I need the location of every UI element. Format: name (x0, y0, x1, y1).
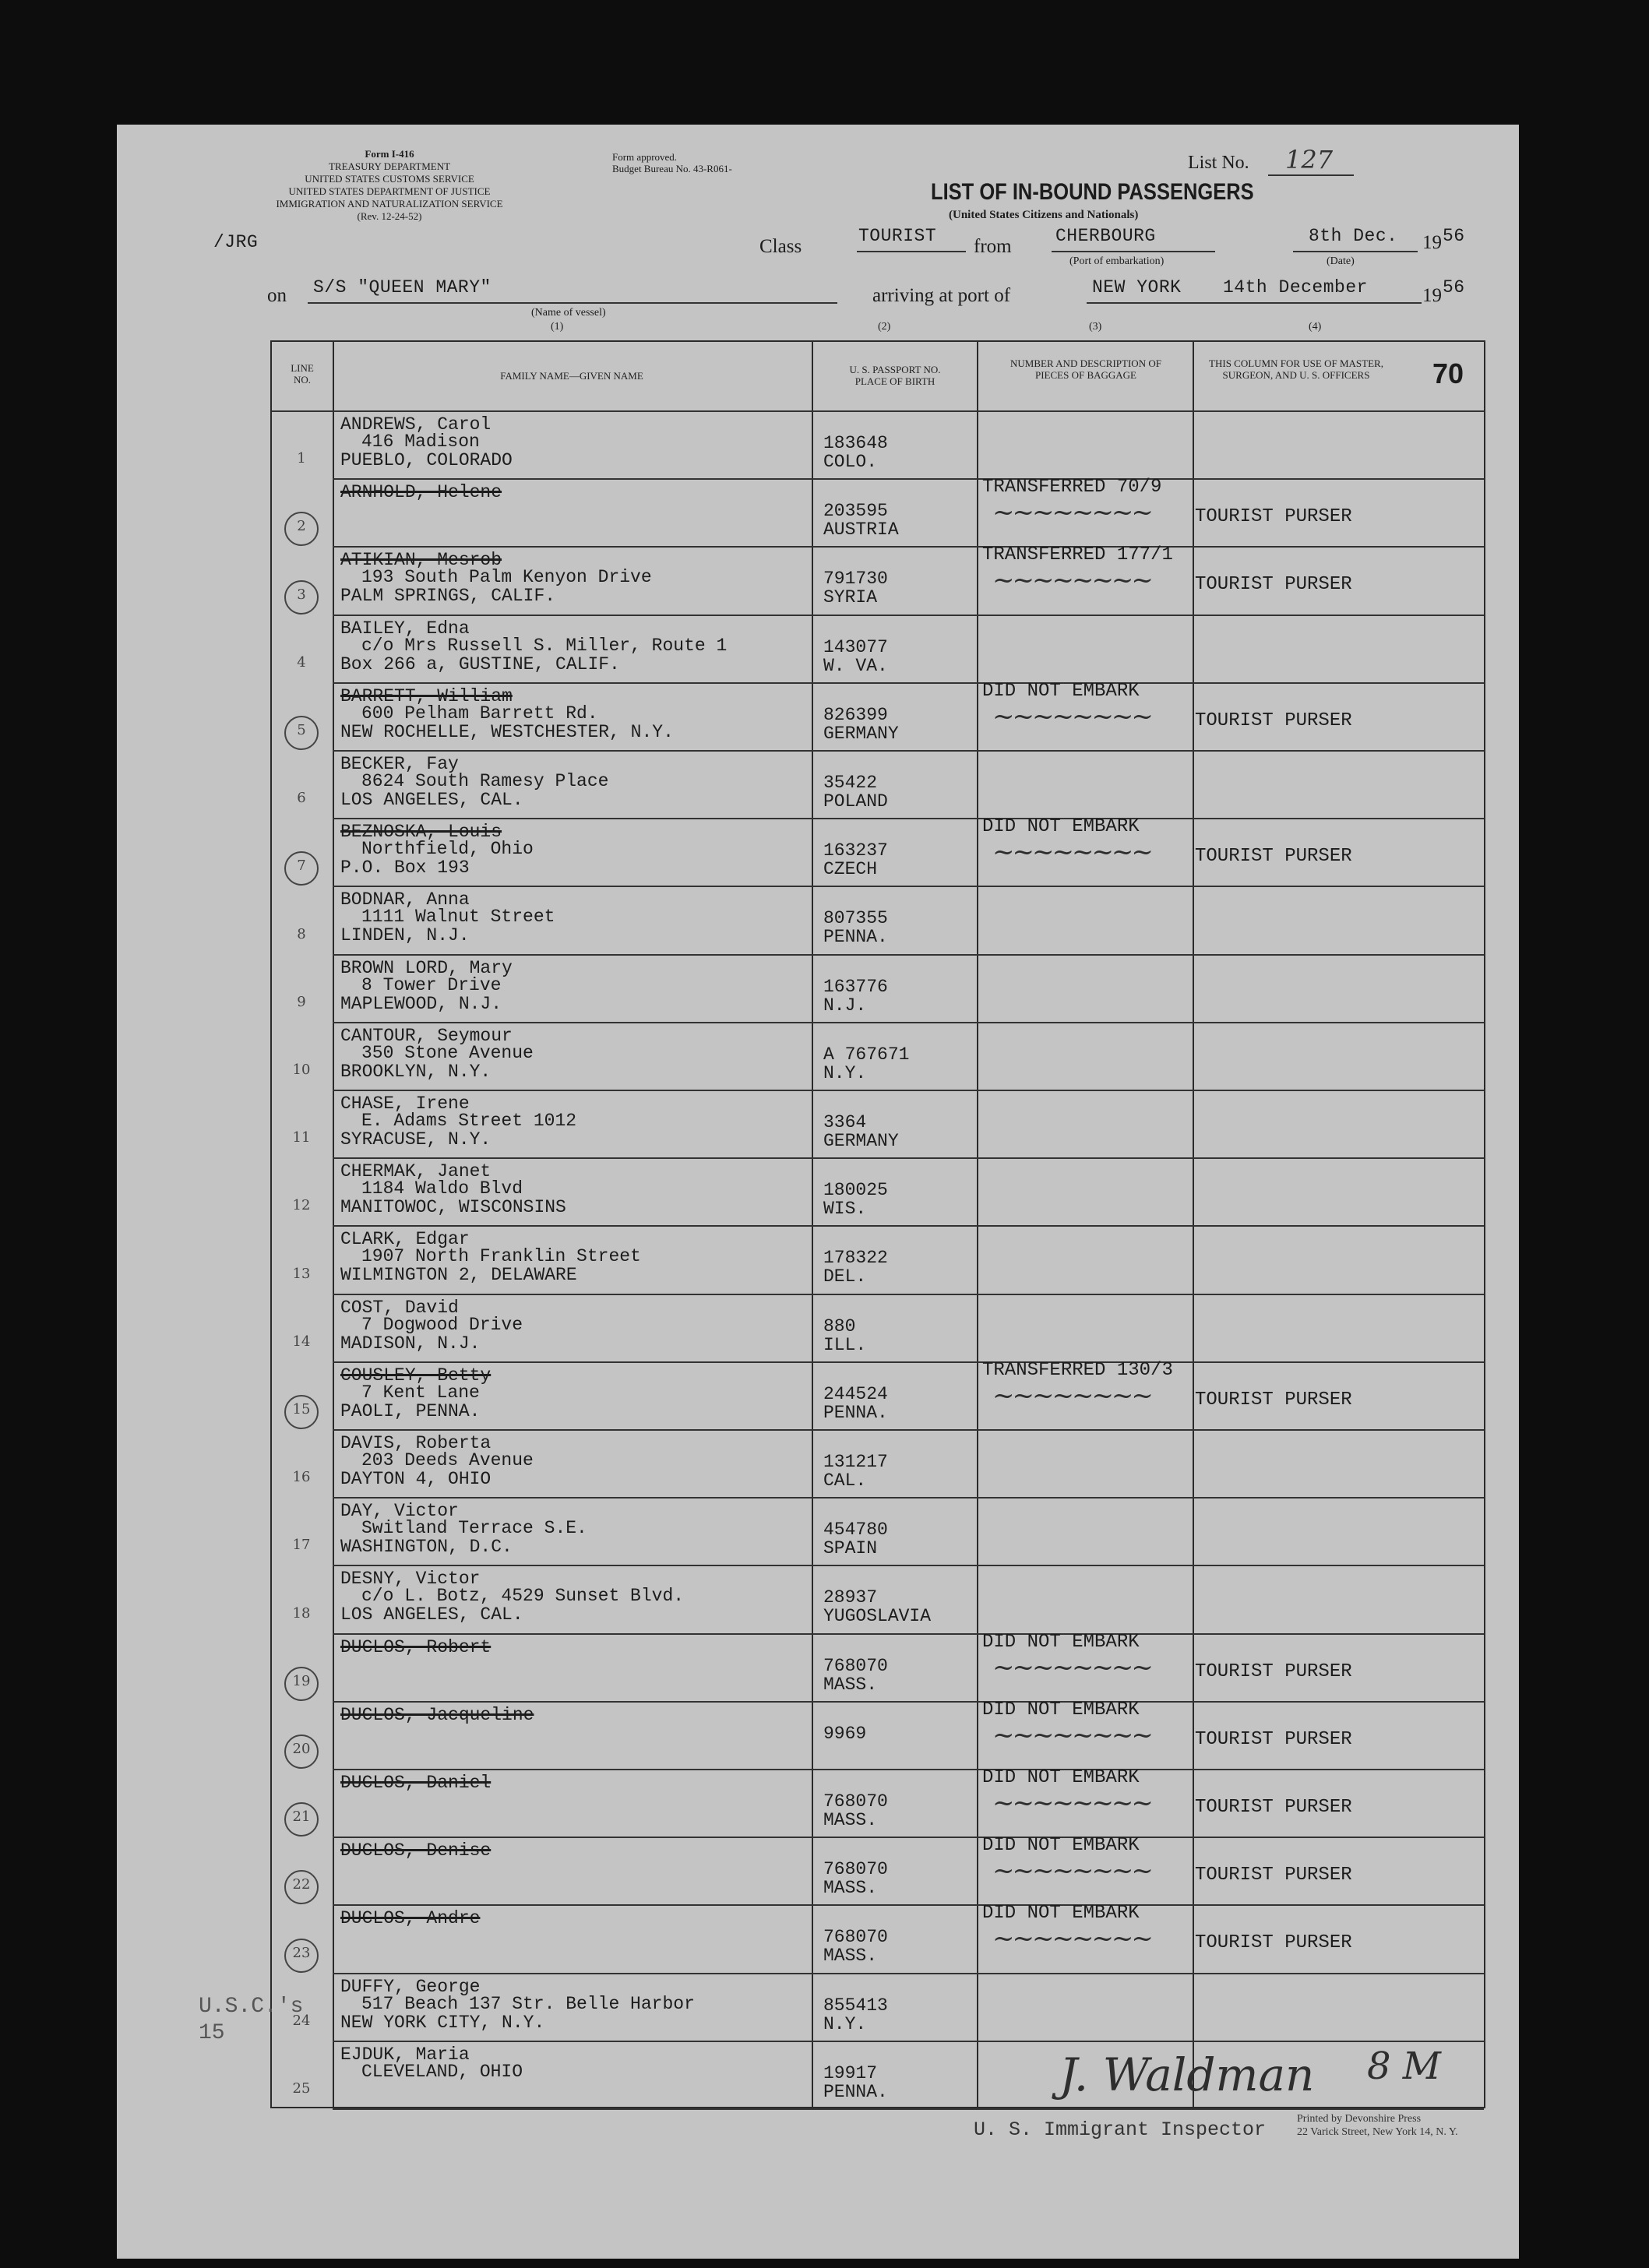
purser-title: TOURIST PURSER (1195, 846, 1352, 868)
passenger-address-1: c/o Mrs Russell S. Miller, Route 1 (361, 635, 728, 656)
table-row (272, 752, 1484, 819)
line-number: 3 (297, 586, 306, 603)
purser-signature-scribble: ~~~~~~~~ (992, 497, 1151, 529)
place-of-birth: MASS. (823, 1946, 878, 1967)
line-number: 12 (292, 1197, 311, 1214)
line-number: 18 (292, 1604, 311, 1622)
budget-bureau: Budget Bureau No. 43-R061- (612, 163, 732, 174)
purser-title: TOURIST PURSER (1195, 1797, 1352, 1818)
line-number: 10 (292, 1061, 311, 1078)
passenger-name: ANDREWS, Carol (340, 414, 492, 435)
table-row (272, 1498, 1484, 1566)
passport-number: 163776 (823, 976, 888, 997)
passenger-address-1: 416 Madison (361, 431, 480, 452)
passenger-address-2: SYRACUSE, N.Y. (340, 1129, 492, 1150)
sheet-number: 70 (1432, 357, 1464, 389)
line-number: 21 (292, 1808, 311, 1826)
purser-signature-scribble: ~~~~~~~~ (992, 836, 1151, 868)
embarkation-underline (1052, 251, 1215, 252)
signature-number: 8 M (1367, 2044, 1441, 2088)
table-row (272, 1359, 1484, 1431)
column-number-4: (4) (1309, 321, 1322, 333)
table-row (272, 1767, 1484, 1838)
embarkation-port: CHERBOURG (1055, 226, 1156, 246)
table-row (272, 816, 1484, 887)
passenger-address-1: 8624 South Ramesy Place (361, 771, 609, 791)
class-label: Class (759, 236, 802, 257)
line-number: 16 (292, 1469, 311, 1486)
purser-signature-scribble: ~~~~~~~~ (992, 1379, 1151, 1411)
passport-number: 880 (823, 1315, 856, 1336)
inspector-label: U. S. Immigrant Inspector (974, 2118, 1267, 2141)
passenger-address-2: WASHINGTON, D.C. (340, 1537, 513, 1558)
header-passport: U. S. PASSPORT NO. PLACE OF BIRTH (849, 364, 941, 387)
table-row (272, 1699, 1484, 1770)
passenger-name: DUCLOS, Robert (340, 1636, 492, 1657)
passport-number: 3364 (823, 1112, 867, 1132)
header-baggage: NUMBER AND DESCRIPTION OF PIECES OF BAGGAGE (1010, 357, 1161, 381)
table-row (272, 616, 1484, 684)
justice-label: UNITED STATES DEPARTMENT OF JUSTICE (288, 185, 491, 197)
line-number: 11 (292, 1129, 311, 1146)
passenger-address-2: PAOLI, PENNA. (340, 1400, 481, 1421)
line-number: 8 (297, 925, 306, 942)
passenger-name: CHASE, Irene (340, 1094, 470, 1114)
passport-number: 180025 (823, 1180, 888, 1201)
passenger-address-2: LINDEN, N.J. (340, 925, 470, 946)
status-note: DID NOT EMBARK (982, 1835, 1140, 1857)
printer-imprint (1297, 2112, 1458, 2139)
jrg-mark: /JRG (213, 232, 259, 252)
place-of-birth: POLAND (823, 791, 888, 812)
purser-title: TOURIST PURSER (1195, 1389, 1352, 1410)
purser-signature-scribble: ~~~~~~~~ (992, 1787, 1151, 1819)
passport-number: 35422 (823, 773, 878, 793)
date-caption: (Date) (1327, 255, 1355, 267)
header-line-no: LINE NO. (291, 362, 314, 386)
inspector-signature: J. Waldman (1059, 2048, 1315, 2101)
passenger-name: DUCLOS, Jacqueline (340, 1704, 534, 1725)
passenger-name: ARNHOLD, Helene (340, 482, 502, 503)
line-number: 5 (297, 721, 306, 738)
passenger-name: BARRETT, William (340, 685, 513, 706)
passenger-address-2: MANITOWOC, WISCONSINS (340, 1197, 566, 1218)
place-of-birth: W. VA. (823, 655, 888, 676)
status-note: TRANSFERRED 130/3 (982, 1359, 1173, 1381)
status-note: DID NOT EMBARK (982, 680, 1140, 702)
place-of-birth: GERMANY (823, 1131, 899, 1151)
passport-number: 163237 (823, 840, 888, 861)
list-number-underline (1268, 174, 1354, 176)
passenger-name: CANTOUR, Seymour (340, 1025, 513, 1046)
date-underline (1293, 251, 1418, 252)
line-number: 7 (297, 858, 306, 875)
place-of-birth: COLO. (823, 452, 878, 472)
status-note: DID NOT EMBARK (982, 1767, 1140, 1788)
passenger-address-1: c/o L. Botz, 4529 Sunset Blvd. (361, 1586, 685, 1607)
purser-title: TOURIST PURSER (1195, 1932, 1352, 1954)
passenger-address-1: Switland Terrace S.E. (361, 1518, 587, 1539)
from-label: from (974, 236, 1012, 257)
passport-number: 9969 (823, 1723, 867, 1744)
place-of-birth: MASS. (823, 1674, 878, 1695)
place-of-birth: SYRIA (823, 587, 878, 608)
passenger-name: BROWN LORD, Mary (340, 957, 513, 978)
embarkation-date: 8th Dec. (1309, 226, 1398, 246)
arrival-underline (1087, 302, 1422, 304)
form-agency-block (265, 148, 514, 223)
passenger-address-1: 7 Kent Lane (361, 1382, 480, 1403)
arrival-port: NEW YORK (1092, 277, 1182, 298)
line-number: 19 (292, 1672, 311, 1689)
form-approved: Form approved. (612, 151, 678, 163)
arrival-date: 14th December (1223, 277, 1368, 298)
table-row (272, 1227, 1484, 1294)
table-row (272, 477, 1484, 548)
table-row (272, 956, 1484, 1023)
line-number: 20 (292, 1740, 311, 1757)
purser-title: TOURIST PURSER (1195, 710, 1352, 731)
passport-number: 768070 (823, 1791, 888, 1812)
line-number: 9 (297, 993, 306, 1010)
status-note: DID NOT EMBARK (982, 1903, 1140, 1925)
place-of-birth: PENNA. (823, 2081, 888, 2102)
place-of-birth: MASS. (823, 1810, 878, 1830)
line-number: 22 (292, 1876, 311, 1893)
header-name: FAMILY NAME—GIVEN NAME (500, 370, 643, 382)
passport-number: 143077 (823, 636, 888, 657)
purser-signature-scribble: ~~~~~~~~ (992, 1651, 1151, 1683)
line-number: 14 (292, 1333, 311, 1350)
passenger-name: BAILEY, Edna (340, 618, 470, 639)
place-of-birth: N.J. (823, 995, 867, 1016)
column-number-3: (3) (1089, 321, 1102, 333)
passenger-address-1: Northfield, Ohio (361, 839, 534, 860)
passenger-table (270, 340, 1485, 2108)
passenger-address-2: BROOKLYN, N.Y. (340, 1061, 492, 1082)
header-officers: THIS COLUMN FOR USE OF MASTER, SURGEON, AND U. S. OFFICERS (1209, 357, 1383, 381)
approval-block (612, 151, 732, 174)
row-divider (333, 2108, 1484, 2110)
place-of-birth: SPAIN (823, 1538, 878, 1559)
passenger-address-2: LOS ANGELES, CAL. (340, 790, 523, 810)
passenger-address-1: 7 Dogwood Drive (361, 1314, 523, 1335)
table-row (272, 1023, 1484, 1091)
vessel-caption: (Name of vessel) (531, 307, 606, 319)
table-row (272, 1091, 1484, 1159)
purser-signature-scribble: ~~~~~~~~ (992, 1923, 1151, 1955)
margin-note (199, 1994, 303, 2047)
passenger-address-1: 350 Stone Avenue (361, 1042, 534, 1063)
place-of-birth: CZECH (823, 859, 878, 880)
passenger-name: EJDUK, Maria (340, 2044, 470, 2065)
passenger-address-2: MAPLEWOOD, N.J. (340, 993, 502, 1014)
place-of-birth: PENNA. (823, 1402, 888, 1423)
list-number: 127 (1285, 145, 1334, 174)
vessel-underline (308, 302, 837, 304)
passenger-address-1: 203 Deeds Avenue (361, 1450, 534, 1470)
passport-number: 768070 (823, 1927, 888, 1948)
passport-number: 131217 (823, 1452, 888, 1472)
purser-title: TOURIST PURSER (1195, 1660, 1352, 1682)
passenger-address-2: DAYTON 4, OHIO (340, 1469, 492, 1489)
passport-number: 203595 (823, 501, 888, 522)
passenger-name: COST, David (340, 1297, 459, 1318)
table-row (272, 1631, 1484, 1703)
passenger-name: BECKER, Fay (340, 754, 459, 774)
passenger-address-2: Box 266 a, GUSTINE, CALIF. (340, 653, 620, 674)
printer-line-1: Printed by Devonshire Press (1297, 2113, 1422, 2125)
passenger-name: ATIKIAN, Mesrob (340, 550, 502, 571)
place-of-birth: AUSTRIA (823, 519, 899, 541)
passenger-name: DAY, Victor (340, 1501, 459, 1522)
passenger-name: DUCLOS, Daniel (340, 1773, 492, 1793)
passport-number: 183648 (823, 433, 888, 453)
purser-title: TOURIST PURSER (1195, 506, 1352, 528)
passenger-name: COUSLEY, Betty (340, 1365, 492, 1386)
passenger-address-2: PUEBLO, COLORADO (340, 450, 513, 470)
place-of-birth: YUGOSLAVIA (823, 1606, 932, 1627)
purser-signature-scribble: ~~~~~~~~ (992, 700, 1151, 732)
place-of-birth: GERMANY (823, 723, 899, 744)
year-prefix-1: 19 (1422, 232, 1442, 253)
purser-signature-scribble: ~~~~~~~~ (992, 565, 1151, 597)
passenger-name: CHERMAK, Janet (340, 1161, 492, 1182)
passenger-address-1: 517 Beach 137 Str. Belle Harbor (361, 1993, 695, 2014)
passenger-address-2: PALM SPRINGS, CALIF. (340, 586, 556, 607)
line-number: 24 (292, 2012, 311, 2029)
arriving-label: arriving at port of (872, 285, 1011, 306)
passenger-address-2: WILMINGTON 2, DELAWARE (340, 1265, 577, 1286)
passenger-name: DUCLOS, Denise (340, 1840, 492, 1861)
line-number: 2 (297, 518, 306, 535)
passport-number: 244524 (823, 1383, 888, 1404)
passenger-address-1: 1111 Walnut Street (361, 907, 555, 928)
passport-number: 768070 (823, 1655, 888, 1676)
place-of-birth: ILL. (823, 1334, 867, 1355)
place-of-birth: N.Y. (823, 2013, 867, 2034)
page-title: LIST OF IN-BOUND PASSENGERS (931, 179, 1254, 205)
status-note: DID NOT EMBARK (982, 1699, 1140, 1720)
year-2: 56 (1443, 277, 1465, 298)
table-row (272, 1566, 1484, 1634)
vessel-name: S/S "QUEEN MARY" (313, 277, 492, 298)
passenger-name: BEZNOSKA, Louis (340, 822, 502, 843)
passenger-address-1: 193 South Palm Kenyon Drive (361, 567, 652, 588)
passenger-name: DUCLOS, Andre (340, 1908, 481, 1929)
table-row (272, 544, 1484, 615)
table-row (272, 412, 1484, 480)
passport-number: A 767671 (823, 1044, 910, 1065)
table-row (272, 680, 1484, 752)
passenger-address-2: NEW ROCHELLE, WESTCHESTER, N.Y. (340, 721, 674, 742)
passenger-address-1: 8 Tower Drive (361, 974, 502, 995)
passport-number: 19917 (823, 2062, 878, 2083)
column-number-2: (2) (878, 321, 891, 333)
passenger-name: DESNY, Victor (340, 1569, 481, 1590)
passenger-address-1: CLEVELAND, OHIO (361, 2061, 523, 2082)
revision-label: (Rev. 12-24-52) (357, 210, 422, 222)
line-number: 17 (292, 1537, 311, 1554)
line-number: 15 (292, 1400, 311, 1418)
passport-number: 454780 (823, 1520, 888, 1541)
passenger-address-1: E. Adams Street 1012 (361, 1111, 577, 1131)
purser-signature-scribble: ~~~~~~~~ (992, 1719, 1151, 1751)
purser-title: TOURIST PURSER (1195, 1865, 1352, 1886)
form-number: Form I-416 (365, 148, 414, 160)
class-underline (857, 251, 966, 252)
margin-note-line-2: 15 (199, 2021, 225, 2045)
class-value: TOURIST (858, 226, 937, 246)
passport-number: 855413 (823, 1995, 888, 2016)
passenger-address-2: LOS ANGELES, CAL. (340, 1604, 523, 1625)
passenger-address-2: NEW YORK CITY, N.Y. (340, 2012, 545, 2033)
line-number: 23 (292, 1944, 311, 1961)
place-of-birth: MASS. (823, 1878, 878, 1899)
passport-number: 28937 (823, 1587, 878, 1608)
passenger-name: DAVIS, Roberta (340, 1433, 492, 1453)
treasury-label: TREASURY DEPARTMENT (328, 160, 451, 172)
place-of-birth: N.Y. (823, 1062, 867, 1083)
place-of-birth: DEL. (823, 1266, 867, 1287)
margin-note-line-1: U.S.C.'s (199, 1995, 304, 2019)
line-number: 25 (292, 2080, 311, 2097)
table-row (272, 887, 1484, 955)
passenger-address-1: 600 Pelham Barrett Rd. (361, 703, 598, 724)
passenger-name: BODNAR, Anna (340, 889, 470, 910)
purser-title: TOURIST PURSER (1195, 574, 1352, 596)
status-note: TRANSFERRED 177/1 (982, 544, 1173, 566)
port-caption: (Port of embarkation) (1069, 255, 1165, 267)
year-1: 56 (1443, 226, 1465, 246)
passport-number: 826399 (823, 704, 888, 725)
place-of-birth: CAL. (823, 1470, 867, 1491)
table-row (272, 1835, 1484, 1906)
passport-number: 768070 (823, 1859, 888, 1880)
passport-number: 807355 (823, 908, 888, 929)
status-note: DID NOT EMBARK (982, 816, 1140, 838)
list-number-label: List No. (1188, 153, 1249, 173)
ins-label: IMMIGRATION AND NATURALIZATION SERVICE (276, 198, 503, 210)
table-row (272, 1974, 1484, 2042)
passenger-address-1: 1184 Waldo Blvd (361, 1178, 523, 1199)
line-number: 13 (292, 1265, 311, 1282)
passenger-address-2: MADISON, N.J. (340, 1333, 481, 1354)
place-of-birth: PENNA. (823, 927, 888, 948)
purser-title: TOURIST PURSER (1195, 1728, 1352, 1750)
column-number-1: (1) (551, 321, 564, 333)
on-label: on (267, 285, 287, 306)
line-number: 6 (297, 790, 306, 807)
year-prefix-2: 19 (1422, 285, 1442, 306)
printer-line-2: 22 Varick Street, New York 14, N. Y. (1297, 2126, 1458, 2138)
passport-number: 791730 (823, 569, 888, 590)
line-number: 4 (297, 653, 306, 671)
status-note: DID NOT EMBARK (982, 1631, 1140, 1653)
place-of-birth: WIS. (823, 1199, 867, 1220)
customs-label: UNITED STATES CUSTOMS SERVICE (305, 173, 474, 185)
line-number: 1 (297, 450, 306, 467)
passenger-name: CLARK, Edgar (340, 1229, 470, 1250)
passenger-name: DUFFY, George (340, 1976, 481, 1997)
table-row (272, 1903, 1484, 1974)
table-row (272, 1295, 1484, 1363)
passenger-address-1: 1907 North Franklin Street (361, 1246, 641, 1267)
passport-number: 178322 (823, 1248, 888, 1269)
passenger-address-2: P.O. Box 193 (340, 858, 470, 879)
table-row (272, 1431, 1484, 1498)
purser-signature-scribble: ~~~~~~~~ (992, 1855, 1151, 1887)
table-row (272, 1159, 1484, 1227)
page-subtitle: (United States Citizens and Nationals) (949, 209, 1139, 221)
status-note: TRANSFERRED 70/9 (982, 477, 1162, 498)
